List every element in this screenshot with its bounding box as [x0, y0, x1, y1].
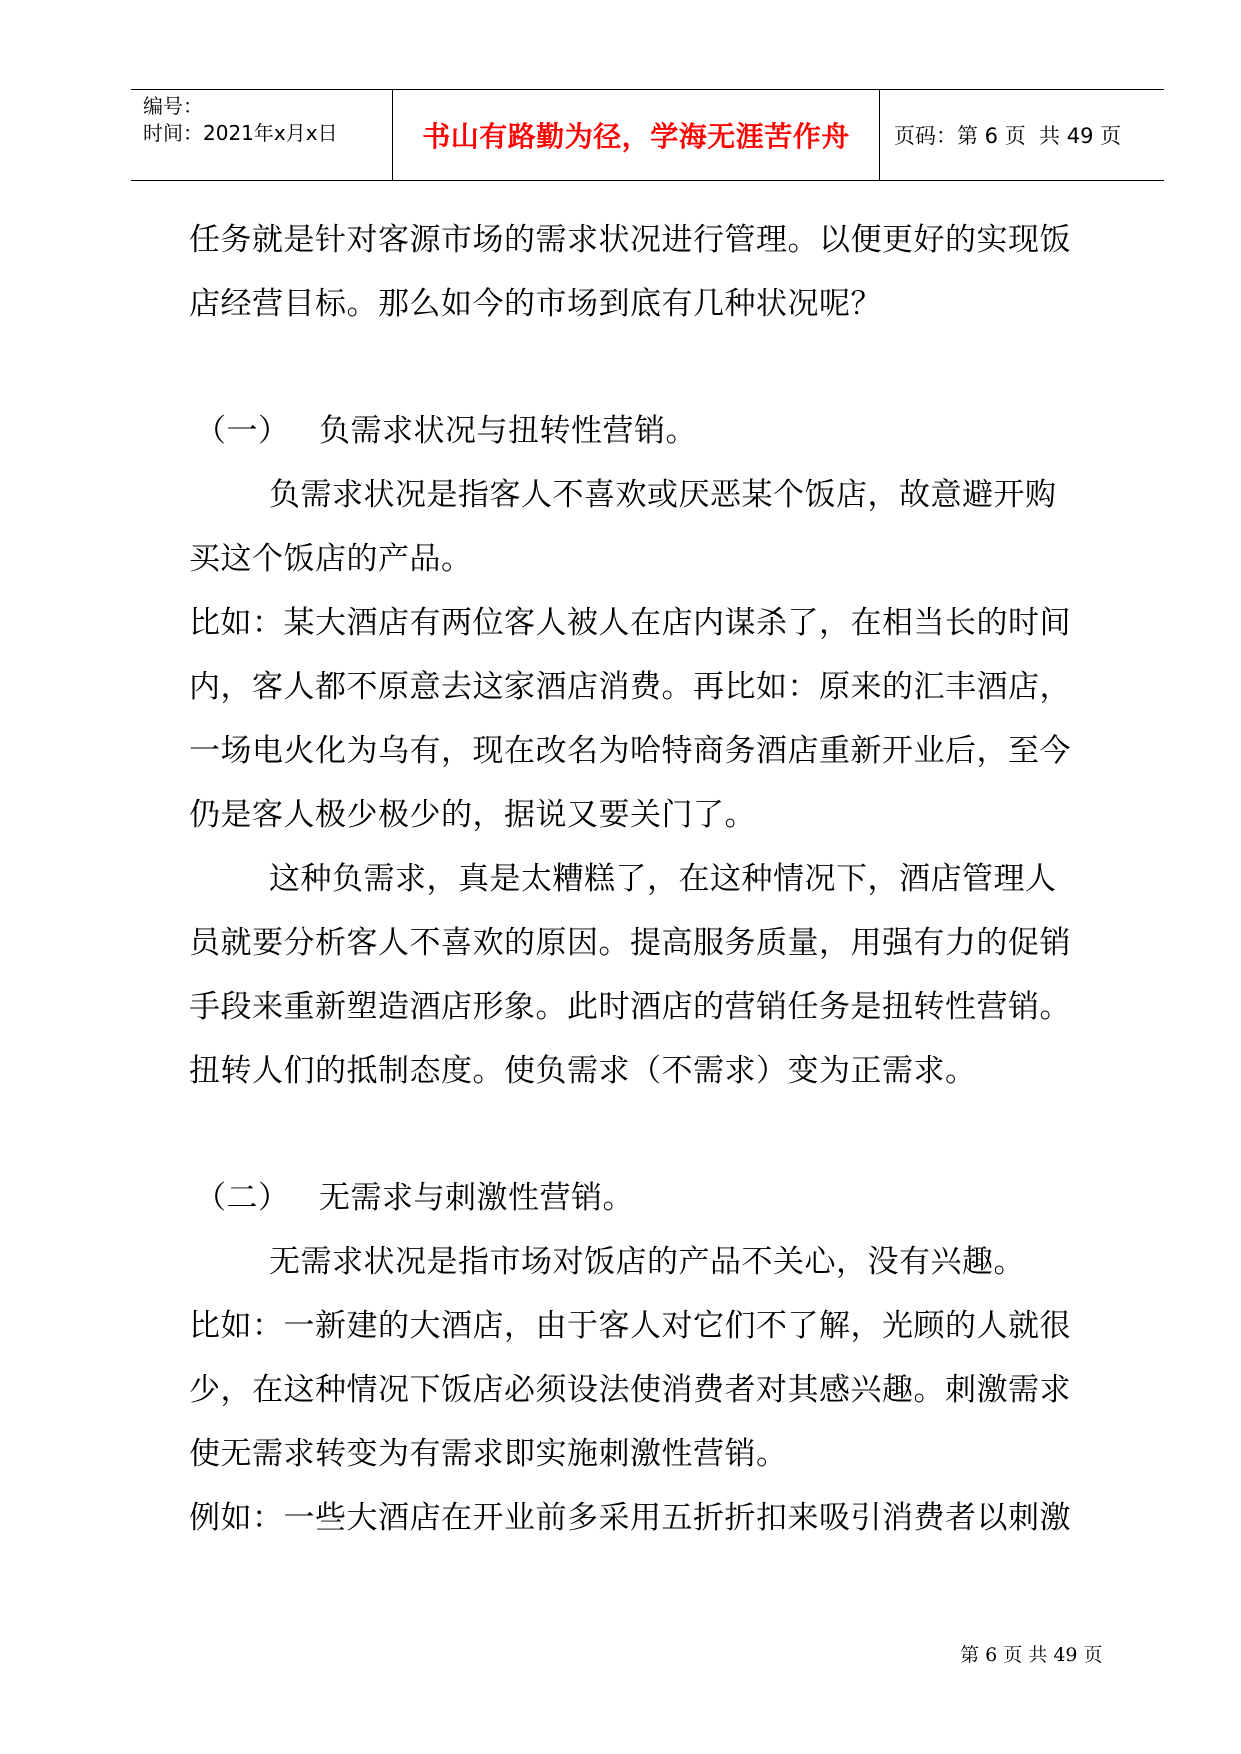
- number-label: 编号：: [143, 94, 203, 118]
- paragraph-line: 一场电火化为乌有，现在改名为哈特商务酒店重新开业后，至今: [189, 733, 1071, 769]
- motto-text: 书山有路勤为径，学海无涯苦作舟: [422, 120, 850, 153]
- page-footer: [948, 1618, 1103, 1667]
- paragraph-line: 扭转人们的抵制态度。使负需求（不需求）变为正需求。: [189, 1053, 977, 1089]
- section-heading-2: [189, 1166, 1119, 1230]
- time-label: 时间：2021年x月x日: [143, 121, 338, 145]
- paragraph-line: 这种负需求，真是太糟糕了，在这种情况下，酒店管理人: [269, 861, 1057, 897]
- body-line: 店经营目标。那么如今的市场到底有几种状况呢？: [189, 286, 882, 322]
- header-motto: [393, 90, 880, 180]
- header-page-info: [880, 90, 1164, 180]
- paragraph-line: 无需求状况是指市场对饭店的产品不关心，没有兴趣。: [269, 1244, 1025, 1280]
- paragraph-line: 比如：某大酒店有两位客人被人在店内谋杀了，在相当长的时间: [189, 605, 1071, 641]
- page-header: [131, 89, 1164, 181]
- section-title: 无需求与刺激性营销。: [319, 1180, 634, 1216]
- spacer: [189, 1103, 1119, 1166]
- paragraph-line: 少，在这种情况下饭店必须设法使消费者对其感兴趣。刺激需求: [189, 1372, 1071, 1408]
- section-number: （一）: [195, 413, 290, 449]
- body-line: 任务就是针对客源市场的需求状况进行管理。以便更好的实现饭: [189, 222, 1071, 258]
- paragraph-line: 仍是客人极少极少的，据说又要关门了。: [189, 797, 756, 833]
- paragraph-line: 使无需求转变为有需求即实施刺激性营销。: [189, 1436, 788, 1472]
- paragraph-line: 买这个饭店的产品。: [189, 541, 473, 577]
- paragraph-line: 员就要分析客人不喜欢的原因。提高服务质量，用强有力的促销: [189, 925, 1071, 961]
- footer-page-label: 第 6 页 共 49 页: [960, 1644, 1103, 1666]
- section-heading-1: [189, 399, 1119, 463]
- paragraph-line: 负需求状况是指客人不喜欢或厌恶某个饭店，故意避开购: [269, 477, 1057, 513]
- document-body: [189, 208, 1119, 1550]
- paragraph-line: 比如：一新建的大酒店，由于客人对它们不了解，光顾的人就很: [189, 1308, 1071, 1344]
- section-number: （二）: [195, 1180, 290, 1216]
- paragraph-line: 内，客人都不原意去这家酒店消费。再比如：原来的汇丰酒店，: [189, 669, 1071, 705]
- header-page-label: 页码：第 6 页 共 49 页: [894, 124, 1122, 148]
- paragraph-line: 例如：一些大酒店在开业前多采用五折折扣来吸引消费者以刺激: [189, 1500, 1071, 1536]
- section-title: 负需求状况与扭转性营销。: [319, 413, 697, 449]
- spacer: [189, 336, 1119, 399]
- paragraph-line: 手段来重新塑造酒店形象。此时酒店的营销任务是扭转性营销。: [189, 989, 1071, 1025]
- header-meta: [131, 90, 393, 180]
